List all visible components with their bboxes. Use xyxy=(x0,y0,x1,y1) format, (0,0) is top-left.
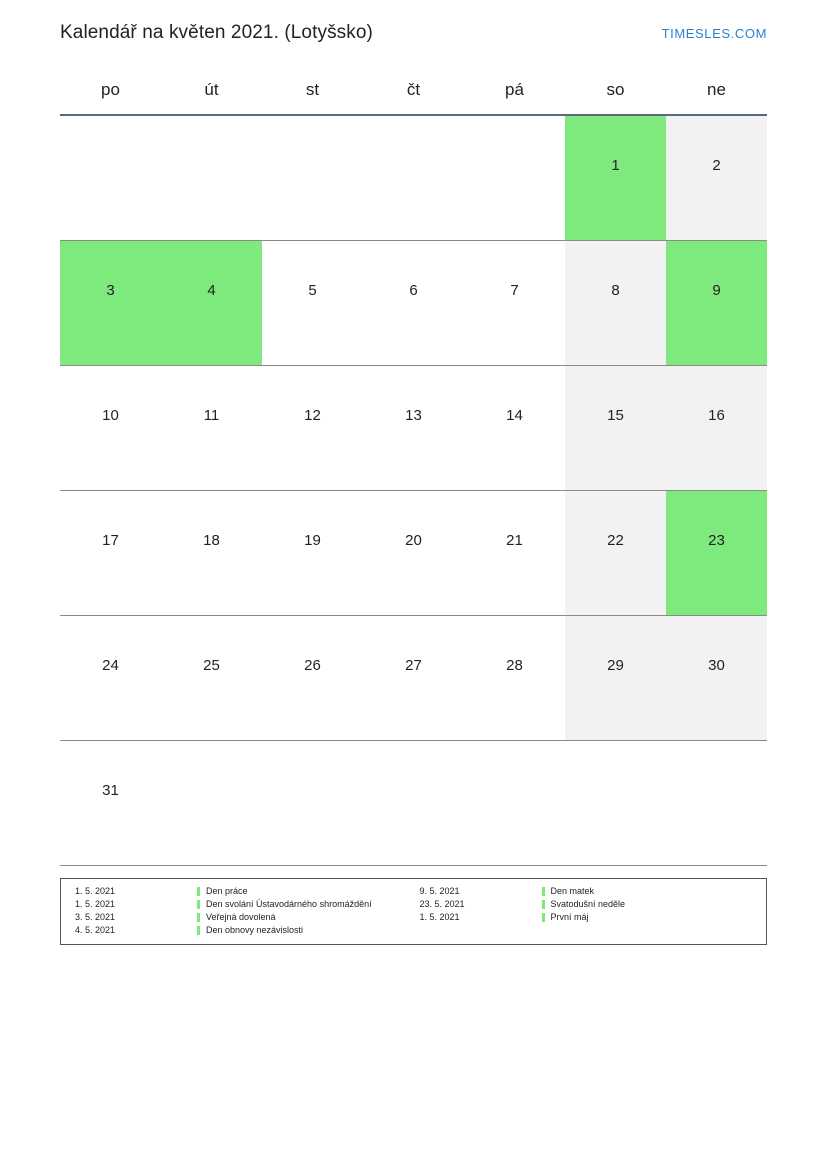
holiday-color-swatch xyxy=(542,913,545,922)
calendar-week-row xyxy=(60,240,767,365)
calendar-week-row xyxy=(60,115,767,240)
day-number: 26 xyxy=(304,656,321,674)
calendar-day-cell xyxy=(464,365,565,490)
day-number: 6 xyxy=(409,281,418,299)
calendar-day-cell xyxy=(262,490,363,615)
calendar-day-cell xyxy=(666,240,767,365)
day-number xyxy=(464,116,565,158)
day-number xyxy=(363,116,464,158)
calendar-day-cell xyxy=(464,115,565,240)
holiday-color-swatch xyxy=(542,887,545,896)
weekday-header-sun: ne xyxy=(666,74,767,115)
day-number: 18 xyxy=(203,531,220,549)
legend-date: 1. 5. 2021 xyxy=(75,885,116,896)
day-number: 10 xyxy=(102,406,119,424)
legend-item xyxy=(69,885,414,898)
day-number xyxy=(262,741,363,783)
calendar-day-cell xyxy=(60,365,161,490)
calendar-container xyxy=(60,74,767,866)
legend-holiday-name: Svatodušní neděle xyxy=(550,898,626,909)
calendar-day-cell xyxy=(464,490,565,615)
legend-item xyxy=(69,898,414,911)
holiday-color-swatch xyxy=(197,913,200,922)
day-number: 22 xyxy=(607,531,624,549)
calendar-day-cell xyxy=(161,115,262,240)
day-number: 20 xyxy=(405,531,422,549)
page-header xyxy=(0,0,827,44)
legend-holiday-name: Den obnovy nezávislosti xyxy=(206,924,304,935)
weekday-header-tue: út xyxy=(161,74,262,115)
weekday-header-row xyxy=(60,74,767,115)
page-title: Kalendář na květen 2021. (Lotyšsko) xyxy=(60,22,373,43)
calendar-day-cell xyxy=(161,490,262,615)
legend-column-left xyxy=(69,885,414,937)
calendar-day-cell xyxy=(262,615,363,740)
calendar-day-cell xyxy=(262,740,363,865)
day-number: 5 xyxy=(308,281,317,299)
day-number xyxy=(262,116,363,158)
day-number: 8 xyxy=(611,281,620,299)
calendar-day-cell xyxy=(565,490,666,615)
calendar-day-cell xyxy=(363,490,464,615)
calendar-day-cell xyxy=(565,115,666,240)
weekday-header-fri: pá xyxy=(464,74,565,115)
calendar-day-cell xyxy=(666,740,767,865)
calendar-day-cell xyxy=(161,615,262,740)
legend-holiday-name: Den matek xyxy=(550,885,595,896)
calendar-day-cell xyxy=(363,740,464,865)
day-number: 2 xyxy=(712,157,721,174)
legend-grid xyxy=(69,885,758,937)
holiday-legend xyxy=(60,878,767,945)
legend-item xyxy=(414,911,759,924)
calendar-day-cell xyxy=(60,615,161,740)
calendar-day-cell xyxy=(161,740,262,865)
day-number: 30 xyxy=(708,656,725,674)
day-number: 4 xyxy=(207,281,216,299)
legend-column-right xyxy=(414,885,759,937)
calendar-day-cell xyxy=(565,615,666,740)
legend-holiday-name: Den práce xyxy=(206,885,248,896)
day-number: 12 xyxy=(304,406,321,424)
calendar-day-cell xyxy=(565,365,666,490)
calendar-day-cell xyxy=(60,115,161,240)
day-number: 16 xyxy=(708,406,725,424)
day-number xyxy=(464,741,565,783)
weekday-header-sat: so xyxy=(565,74,666,115)
day-number: 25 xyxy=(203,656,220,674)
legend-date: 1. 5. 2021 xyxy=(75,898,116,909)
day-number: 23 xyxy=(708,531,725,549)
calendar-day-cell xyxy=(565,740,666,865)
legend-holiday-name: První máj xyxy=(550,911,589,922)
day-number: 13 xyxy=(405,406,422,424)
calendar-week-row xyxy=(60,490,767,615)
weekday-header-wed: st xyxy=(262,74,363,115)
calendar-day-cell xyxy=(161,240,262,365)
day-number xyxy=(565,741,666,783)
day-number: 7 xyxy=(510,281,519,299)
legend-holiday-name: Veřejná dovolená xyxy=(206,911,276,922)
legend-item xyxy=(414,898,759,911)
brand-link[interactable]: TIMESLES.COM xyxy=(661,26,767,41)
day-number: 27 xyxy=(405,656,422,674)
holiday-color-swatch xyxy=(197,926,200,935)
calendar-day-cell xyxy=(666,115,767,240)
legend-date: 23. 5. 2021 xyxy=(419,898,465,909)
legend-date: 9. 5. 2021 xyxy=(419,885,460,896)
calendar-day-cell xyxy=(363,365,464,490)
calendar-day-cell xyxy=(565,240,666,365)
holiday-color-swatch xyxy=(542,900,545,909)
legend-item xyxy=(69,924,414,937)
calendar-day-cell xyxy=(363,240,464,365)
calendar-day-cell xyxy=(262,240,363,365)
calendar-day-cell xyxy=(666,365,767,490)
day-number: 9 xyxy=(712,281,721,299)
legend-date: 4. 5. 2021 xyxy=(75,924,116,935)
legend-date: 1. 5. 2021 xyxy=(419,911,460,922)
calendar-day-cell xyxy=(262,365,363,490)
calendar-day-cell xyxy=(464,740,565,865)
calendar-day-cell xyxy=(262,115,363,240)
day-number xyxy=(60,116,161,158)
legend-date: 3. 5. 2021 xyxy=(75,911,116,922)
day-number: 28 xyxy=(506,656,523,674)
calendar-day-cell xyxy=(666,490,767,615)
weekday-header-thu: čt xyxy=(363,74,464,115)
legend-item xyxy=(414,885,759,898)
day-number: 14 xyxy=(506,406,523,424)
day-number: 21 xyxy=(506,531,523,549)
day-number: 31 xyxy=(102,781,119,799)
calendar-week-row xyxy=(60,615,767,740)
calendar-week-row xyxy=(60,365,767,490)
weekday-header-mon: po xyxy=(60,74,161,115)
calendar-day-cell xyxy=(666,615,767,740)
day-number: 11 xyxy=(203,406,220,424)
day-number: 3 xyxy=(106,281,115,299)
calendar-day-cell xyxy=(464,240,565,365)
holiday-color-swatch xyxy=(197,887,200,896)
day-number: 19 xyxy=(304,531,321,549)
calendar-table xyxy=(60,74,767,866)
holiday-color-swatch xyxy=(197,900,200,909)
day-number: 15 xyxy=(607,406,624,424)
day-number xyxy=(161,116,262,158)
legend-holiday-name: Den svolání Ústavodárného shromáždění xyxy=(206,898,372,909)
calendar-day-cell xyxy=(363,615,464,740)
day-number xyxy=(363,741,464,783)
day-number: 17 xyxy=(102,531,119,549)
calendar-day-cell xyxy=(161,365,262,490)
calendar-day-cell xyxy=(60,240,161,365)
day-number xyxy=(666,741,767,783)
day-number xyxy=(161,741,262,783)
calendar-week-row xyxy=(60,740,767,865)
calendar-day-cell xyxy=(363,115,464,240)
day-number: 24 xyxy=(102,656,119,674)
calendar-day-cell xyxy=(60,490,161,615)
calendar-day-cell xyxy=(60,740,161,865)
legend-item xyxy=(69,911,414,924)
day-number: 1 xyxy=(611,157,620,174)
day-number: 29 xyxy=(607,656,624,674)
calendar-day-cell xyxy=(464,615,565,740)
